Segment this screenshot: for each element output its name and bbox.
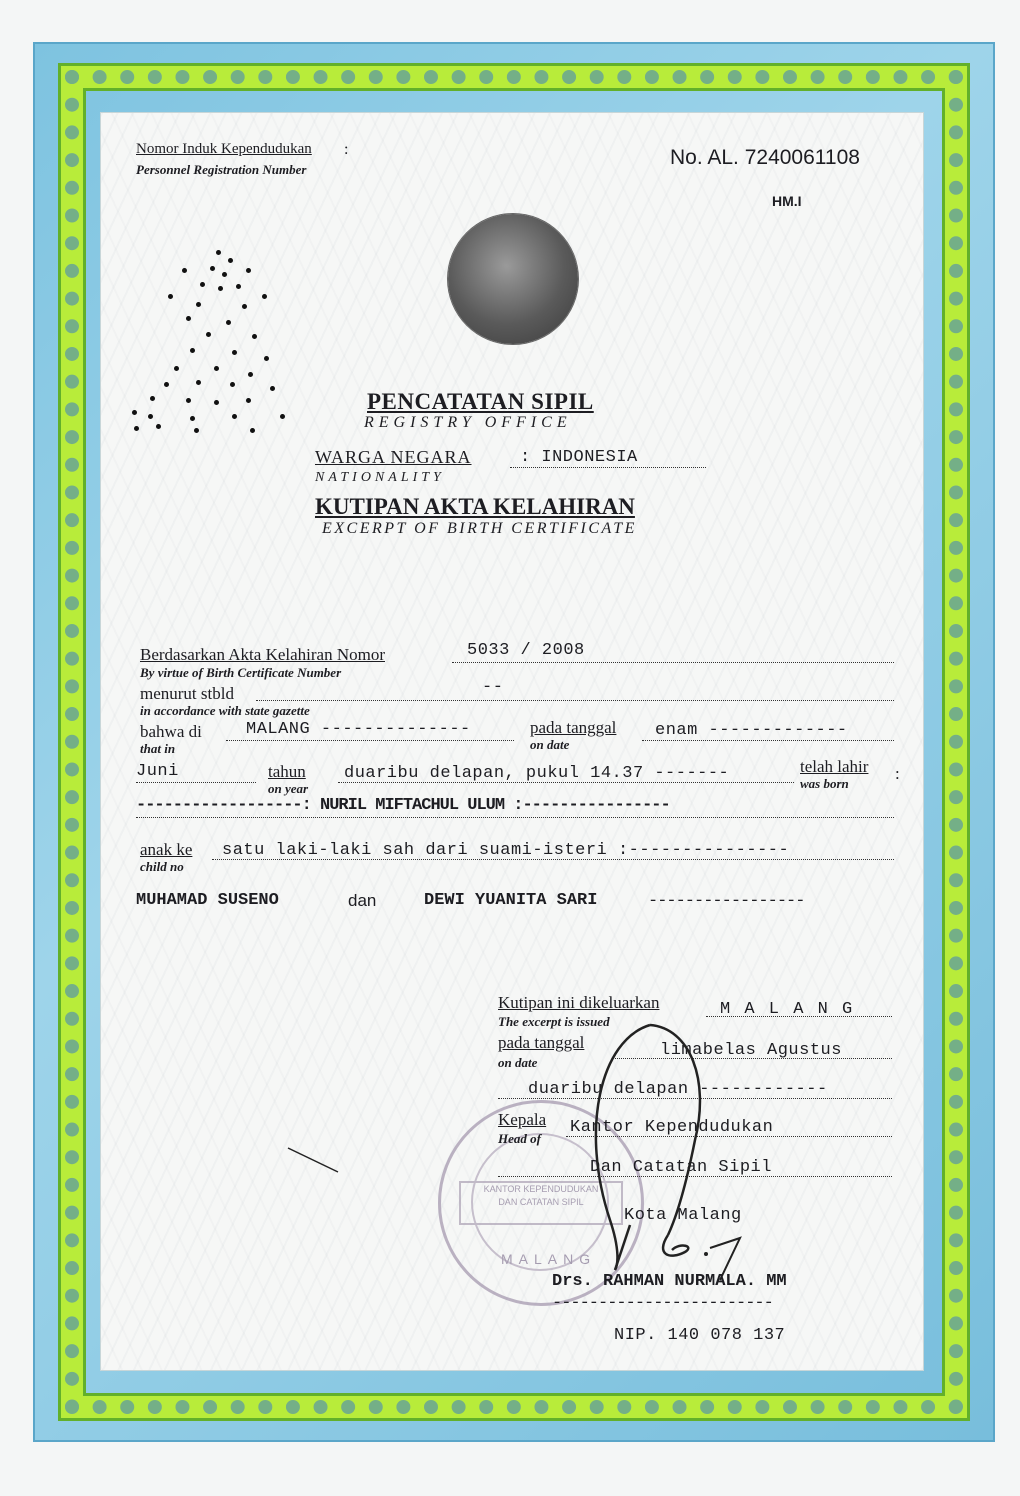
- document-title-en: EXCERPT OF BIRTH CERTIFICATE: [322, 520, 637, 537]
- office-line-3: Kota Malang: [624, 1206, 742, 1225]
- date-label: pada tanggal: [530, 718, 617, 737]
- issue-date-value: limabelas Agustus: [660, 1041, 842, 1060]
- office-line-2: Dan Catatan Sipil: [590, 1158, 772, 1177]
- official-underline: ------------------------: [552, 1294, 773, 1313]
- office-title-en: REGISTRY OFFICE: [364, 414, 572, 431]
- born-colon: :: [895, 764, 900, 783]
- nationality-label: WARGA NEGARA: [315, 447, 472, 467]
- office-line-1: Kantor Kependudukan: [570, 1118, 774, 1137]
- stamp-text-1: KANTOR KEPENDUDUKAN: [483, 1184, 599, 1194]
- signature-icon: [560, 1020, 790, 1300]
- stbld-value: --: [482, 678, 504, 697]
- month-value: Juni: [136, 762, 179, 781]
- nationality-label-en: NATIONALITY: [315, 470, 445, 485]
- cert-number-label: Berdasarkan Akta Kelahiran Nomor: [140, 645, 385, 664]
- head-label-en: Head of: [498, 1131, 541, 1146]
- mother-dashes: -----------------: [648, 892, 805, 911]
- and-word: dan: [348, 891, 377, 910]
- year-label: tahun: [268, 762, 306, 781]
- child-name: ------------------: NURIL MIFTACHUL ULUM :----------------: [136, 796, 670, 815]
- father-name: MUHAMAD SUSENO: [136, 891, 279, 910]
- place-label: bahwa di: [140, 722, 202, 741]
- child-no-label-en: child no: [140, 859, 184, 874]
- issued-label-en: The excerpt is issued: [498, 1014, 610, 1029]
- cert-number-label-en: By virtue of Birth Certificate Number: [140, 665, 342, 680]
- official-name: Drs. RAHMAN NURMALA. MM: [552, 1272, 787, 1291]
- stamp-text-2: DAN CATATAN SIPIL: [498, 1197, 584, 1207]
- date-label-en: on date: [530, 737, 570, 752]
- date-value: enam -------------: [655, 721, 848, 740]
- official-nip: NIP. 140 078 137: [614, 1326, 786, 1345]
- born-label: telah lahir: [800, 757, 869, 776]
- nik-label-en: Personnel Registration Number: [136, 162, 307, 177]
- stbld-label-en: in accordance with state gazette: [140, 703, 310, 718]
- form-code: HM.I: [772, 193, 802, 209]
- place-label-en: that in: [140, 741, 176, 756]
- issue-year-value: duaribu delapan ------------: [528, 1080, 828, 1099]
- stamp-city: MALANG: [501, 1251, 597, 1267]
- nik-colon: :: [344, 141, 349, 158]
- embossed-seal-icon: [448, 214, 578, 344]
- office-title: PENCATATAN SIPIL: [367, 389, 594, 414]
- serial-number: No. AL. 7240061108: [670, 146, 860, 169]
- nationality-value: : INDONESIA: [520, 448, 638, 467]
- born-label-en: was born: [800, 776, 849, 791]
- child-no-value: satu laki-laki sah dari suami-isteri :---------------: [222, 841, 790, 860]
- head-label: Kepala: [498, 1110, 547, 1129]
- issued-label: Kutipan ini dikeluarkan: [498, 993, 660, 1012]
- issue-date-label-en: on date: [498, 1055, 538, 1070]
- issued-value: M A L A N G: [720, 1000, 855, 1019]
- document-title: KUTIPAN AKTA KELAHIRAN: [315, 494, 635, 519]
- mother-name: DEWI YUANITA SARI: [424, 891, 598, 910]
- pen-stroke-icon: [286, 1146, 346, 1176]
- place-value: MALANG --------------: [246, 720, 471, 739]
- year-label-en: on year: [268, 781, 309, 796]
- cert-number-value: 5033 / 2008: [467, 641, 585, 660]
- year-value: duaribu delapan, pukul 14.37 -------: [344, 764, 730, 783]
- child-no-label: anak ke: [140, 840, 193, 859]
- stbld-label: menurut stbld: [140, 684, 234, 703]
- issue-date-label: pada tanggal: [498, 1033, 585, 1052]
- nik-label: Nomor Induk Kependudukan: [136, 141, 312, 157]
